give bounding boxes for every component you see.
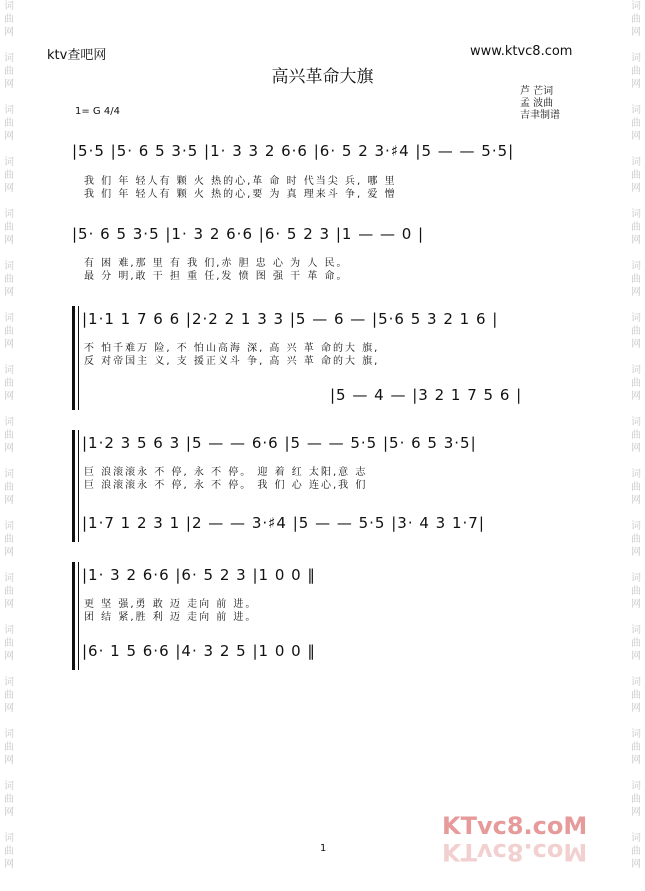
- notation-row-1: |5·5 |5· 6 5 3·5 |1· 3 3 2 6·6 |6· 5 2 3·♯4 |5 — — 5·5|: [72, 142, 515, 160]
- side-watermark-left: [2, 0, 16, 891]
- notation-row-5-lower: |6· 1 5 6·6 |4· 3 2 5 |1 0 0 ‖: [82, 642, 316, 660]
- credits: [520, 86, 560, 122]
- notation-row-4: |1·2 3 5 6 3 |5 — — 6·6 |5 — — 5·5 |5· 6 5 3·5|: [82, 434, 477, 452]
- lyric-row-1-verse-2: 我 们 年 轻人有 颗 火 热的心,要 为 真 理来斗 争, 爱 憎: [84, 189, 397, 200]
- notation-row-5: |1· 3 2 6·6 |6· 5 2 3 |1 0 0 ‖: [82, 566, 316, 584]
- system-brace-3: [72, 306, 75, 410]
- lyric-row-5-verse-1: 更 坚 强,勇 敢 迈 走向 前 进。: [84, 599, 258, 610]
- lyric-row-5-verse-2: 团 结 紧,胜 利 迈 走向 前 进。: [84, 612, 258, 623]
- notation-row-4-lower: |1·7 1 2 3 1 |2 — — 3·♯4 |5 — — 5·5 |3· 4 3 1·7|: [82, 514, 485, 532]
- system-line-5: [78, 562, 79, 670]
- side-watermark-right-text: 词 曲 网 词 曲 网 词 曲 网 词 曲 网 词 曲 网 词 曲 网 词 曲 网 词 曲 网 词 曲 网 词 曲 网 词 曲 网 词 曲 网 词 曲 网 词 曲 网 词 曲 网 词 曲 网 词 曲 网: [631, 1, 641, 870]
- lyric-row-3-verse-1: 不 怕千难万 险, 不 怕山高海 深, 高 兴 革 命的大 旗,: [84, 343, 380, 354]
- lyric-row-3-verse-2: 反 对帝国主 义, 支 援正义斗 争, 高 兴 革 命的大 旗,: [84, 356, 380, 367]
- lyric-row-4-verse-1: 巨 浪滚滚永 不 停, 永 不 停。 迎 着 红 太阳,意 志: [84, 467, 368, 478]
- notation-row-2: |5· 6 5 3·5 |1· 3 2 6·6 |6· 5 2 3 |1 — — 0 |: [72, 225, 425, 243]
- lyricist: 芦 芒词: [520, 86, 554, 97]
- key-signature: 1= G 4/4: [75, 106, 120, 117]
- site-name: ktv查吧网: [47, 48, 107, 63]
- system-line-3: [78, 306, 79, 410]
- transcriber: 吉聿制谱: [520, 110, 560, 121]
- lyric-row-4-verse-2: 巨 浪滚滚永 不 停, 永 不 停。 我 们 心 连心,我 们: [84, 480, 368, 491]
- song-title: 高兴革命大旗: [271, 67, 374, 87]
- page-number: 1: [320, 843, 327, 854]
- lyric-row-2-verse-2: 最 分 明,敢 干 担 重 任,发 愤 图 强 干 革 命。: [84, 271, 349, 282]
- watermark-logo: KTvc8.coM: [442, 812, 588, 840]
- side-watermark-left-text: 词 曲 网 词 曲 网 词 曲 网 词 曲 网 词 曲 网 词 曲 网 词 曲 网 词 曲 网 词 曲 网 词 曲 网 词 曲 网 词 曲 网 词 曲 网 词 曲 网 词 曲 网 词 曲 网 词 曲 网: [4, 1, 14, 870]
- notation-row-3-lower: |5 — 4 — |3 2 1 7 5 6 |: [330, 386, 523, 404]
- side-watermark-right: [629, 0, 643, 891]
- lyric-row-1-verse-1: 我 们 年 轻人有 颗 火 热的心,革 命 时 代当尖 兵, 哪 里: [84, 176, 397, 187]
- system-brace-5: [72, 562, 75, 670]
- lyric-row-2-verse-1: 有 困 难,那 里 有 我 们,赤 胆 忠 心 为 人 民。: [84, 258, 349, 269]
- system-line-4: [78, 430, 79, 542]
- site-url[interactable]: www.ktvc8.com: [470, 44, 573, 59]
- system-brace-4: [72, 430, 75, 542]
- notation-row-3: |1·1 1 7 6 6 |2·2 2 1 3 3 |5 — 6 — |5·6 5 3 2 1 6 |: [82, 310, 499, 328]
- watermark-logo-reflection: KTvc8.coM: [442, 838, 588, 866]
- composer: 孟 波曲: [520, 98, 554, 109]
